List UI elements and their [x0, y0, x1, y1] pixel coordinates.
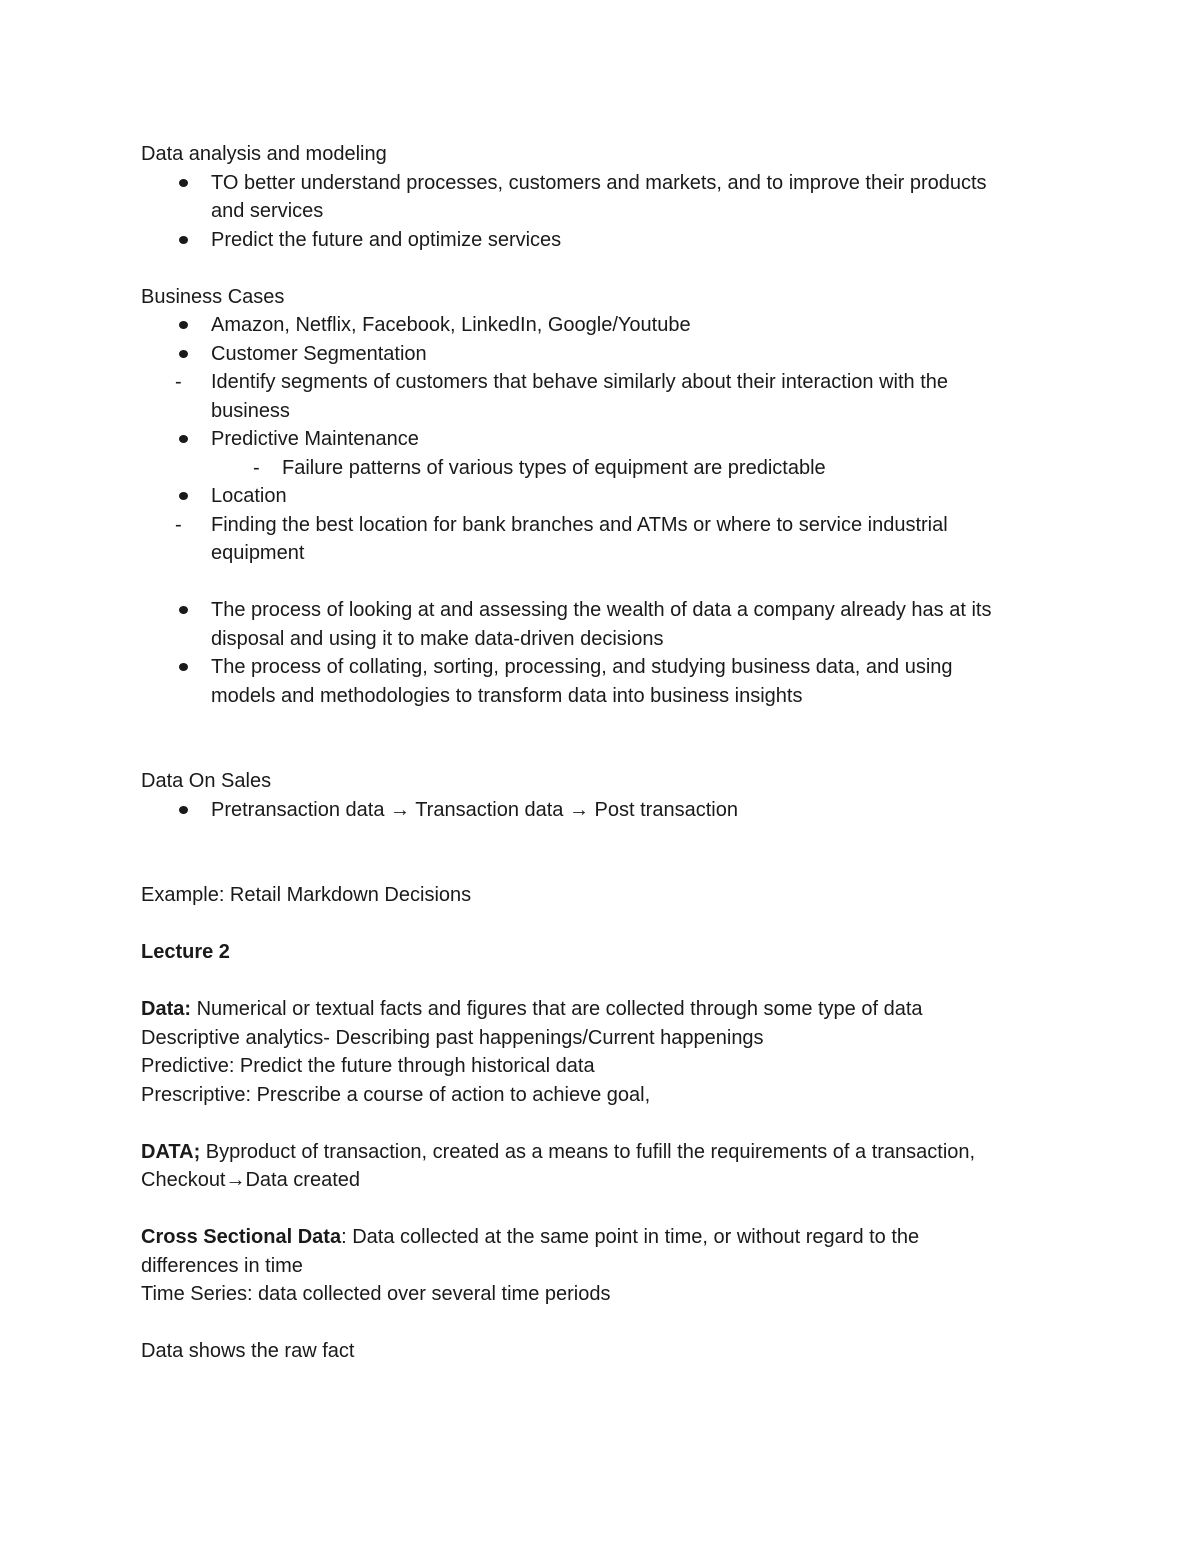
bullet-icon [179, 179, 188, 187]
section-heading-data-on-sales: Data On Sales [141, 770, 272, 792]
bullet-icon [179, 806, 188, 814]
example-line: Example: Retail Markdown Decisions [141, 884, 472, 906]
bullet-icon [179, 350, 188, 358]
section-heading-analysis: Data analysis and modeling [141, 143, 387, 165]
checkout-line: Checkout→Data created [141, 1169, 361, 1191]
list-item-text: The process of collating, sorting, processing, and studying business data, and using [211, 656, 953, 678]
list-item-text: Predict the future and optimize services [211, 228, 562, 251]
document-page [141, 140, 1071, 1366]
list-item [141, 596, 1071, 625]
raw-fact-line: Data shows the raw fact [141, 1340, 355, 1362]
list-item-text: Finding the best location for bank branches and ATMs or where to service industrial [211, 513, 948, 536]
list-item [141, 425, 1071, 454]
term-label: DATA; [141, 1140, 201, 1163]
lecture-heading [141, 938, 1071, 967]
list-item-text: Identify segments of customers that behave similarly about their interaction with the [211, 371, 949, 393]
term-definition: Byproduct of transaction, created as a means to fufill the requirements of a transaction, [200, 1140, 976, 1163]
lecture-heading-text: Lecture 2 [141, 941, 230, 963]
list-item-continuation: equipment [211, 542, 305, 564]
bullet-icon [179, 236, 188, 244]
list-item [141, 796, 1071, 825]
list-item [141, 226, 1071, 255]
list-item-continuation: models and methodologies to transform data into business insights [211, 684, 803, 707]
bullet-icon [179, 492, 188, 500]
section-heading-business-cases: Business Cases [141, 285, 285, 308]
definition-continuation: differences in time [141, 1254, 303, 1277]
list-item-text: Predictive Maintenance [211, 428, 419, 450]
bullet-icon [179, 321, 188, 329]
bullet-icon [179, 606, 188, 614]
dash-marker: - [175, 371, 182, 393]
list-item-continuation: disposal and using it to make data-driven decisions [211, 627, 664, 650]
list-item [141, 169, 1071, 198]
list-item [141, 653, 1071, 682]
predictive-line: Predictive: Predict the future through historical data [141, 1055, 595, 1077]
dash-marker: - [253, 456, 260, 479]
definition-data-byproduct [141, 1138, 1071, 1167]
term-label: Cross Sectional Data [141, 1226, 342, 1248]
list-item-text: Pretransaction data → Transaction data → Post transaction [211, 798, 738, 821]
list-item [141, 340, 1071, 369]
term-definition: : Data collected at the same point in time, or without regard to the [341, 1226, 920, 1248]
list-item-text: Amazon, Netflix, Facebook, LinkedIn, Google/Youtube [211, 314, 691, 336]
dash-item [141, 511, 1071, 540]
time-series-line: Time Series: data collected over several time periods [141, 1283, 611, 1305]
list-item-text: TO better understand processes, customers and markets, and to improve their products [211, 171, 987, 194]
term-label: Data: [141, 998, 192, 1020]
dash-item [141, 368, 1071, 397]
term-definition: Numerical or textual facts and figures that are collected through some type of data [191, 998, 923, 1020]
bullet-icon [179, 435, 188, 443]
list-item [141, 482, 1071, 511]
list-item-text: Location [211, 485, 287, 507]
bullet-icon [179, 663, 188, 671]
definition-cross-sectional [141, 1223, 1071, 1252]
list-item-continuation: business [211, 399, 290, 422]
list-item-text: Customer Segmentation [211, 342, 427, 365]
dash-item [141, 454, 1071, 483]
definition-data [141, 995, 1071, 1024]
list-item-continuation: and services [211, 200, 324, 222]
list-item-text: The process of looking at and assessing the wealth of data a company already has at its [211, 599, 992, 621]
list-item [141, 311, 1071, 340]
prescriptive-line: Prescriptive: Prescribe a course of action to achieve goal, [141, 1083, 651, 1106]
dash-marker: - [175, 513, 182, 536]
descriptive-line: Descriptive analytics- Describing past happenings/Current happenings [141, 1026, 764, 1049]
list-item-text: Failure patterns of various types of equipment are predictable [282, 456, 826, 479]
